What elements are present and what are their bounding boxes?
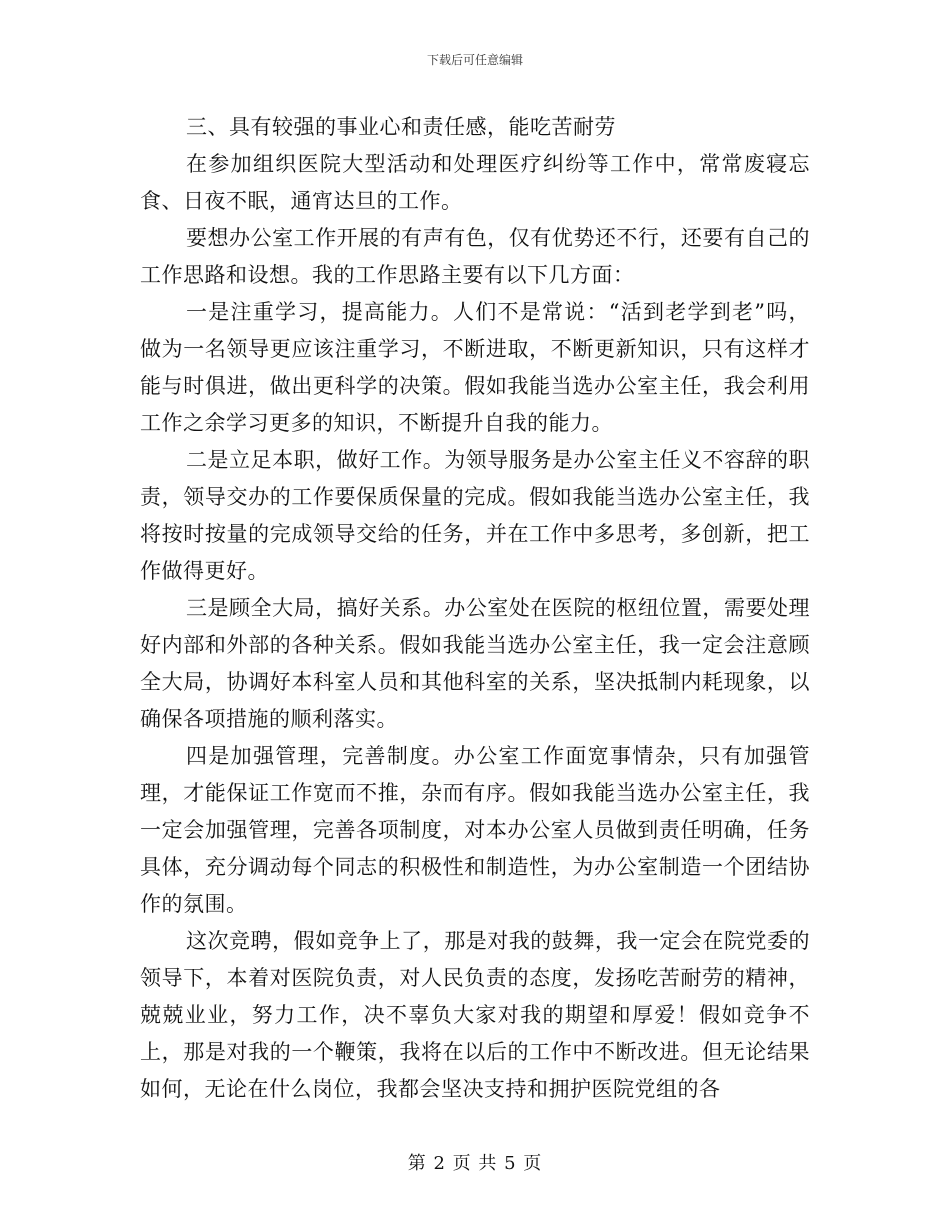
paragraph: 这次竞聘，假如竞争上了，那是对我的鼓舞，我一定会在院党委的领导下，本着对医院负责，对人民负责的态度，发扬吃苦耐劳的精神，兢兢业业，努力工作，决不辜负大家对我的期望和厚爱！假如竞争不上，那是对我的一个鞭策，我将在以后的工作中不断改进。但无论结果如何，无论在什么岗位，我都会坚决支持和拥护医院党组的各 bbox=[140, 929, 810, 1101]
paragraph: 在参加组织医院大型活动和处理医疗纠纷等工作中，常常废寝忘食、日夜不眠，通宵达旦的工作。 bbox=[140, 152, 810, 213]
section-heading: 三、具有较强的事业心和责任感，能吃苦耐劳 bbox=[186, 115, 616, 139]
document-body bbox=[140, 109, 810, 1108]
paragraph: 要想办公室工作开展的有声有色，仅有优势还不行，还要有自己的工作思路和设想。我的工作思路主要有以下几方面： bbox=[140, 226, 810, 287]
paragraph: 四是加强管理，完善制度。办公室工作面宽事情杂，只有加强管理，才能保证工作宽而不推，杂而有序。假如我能当选办公室主任，我一定会加强管理，完善各项制度，对本办公室人员做到责任明确，任务具体，充分调动每个同志的积极性和制造性，为办公室制造一个团结协作的氛围。 bbox=[140, 744, 810, 916]
page-header: 下载后可任意编辑 bbox=[426, 53, 523, 67]
paragraph: 一是注重学习，提高能力。人们不是常说：“活到老学到老”吗，做为一名领导更应该注重学习，不断进取，不断更新知识，只有这样才能与时俱进，做出更科学的决策。假如我能当选办公室主任，我会利用工作之余学习更多的知识，不断提升自我的能力。 bbox=[140, 300, 810, 435]
paragraph: 二是立足本职，做好工作。为领导服务是办公室主任义不容辞的职责，领导交办的工作要保质保量的完成。假如我能当选办公室主任，我将按时按量的完成领导交给的任务，并在工作中多思考，多创新，把工作做得更好。 bbox=[140, 448, 810, 583]
paragraph: 三是顾全大局，搞好关系。办公室处在医院的枢纽位置，需要处理好内部和外部的各种关系。假如我能当选办公室主任，我一定会注意顾全大局，协调好本科室人员和其他科室的关系，坚决抵制内耗现象，以确保各项措施的顺利落实。 bbox=[140, 596, 810, 731]
page-number: 第 2 页 共 5 页 bbox=[407, 1153, 543, 1174]
